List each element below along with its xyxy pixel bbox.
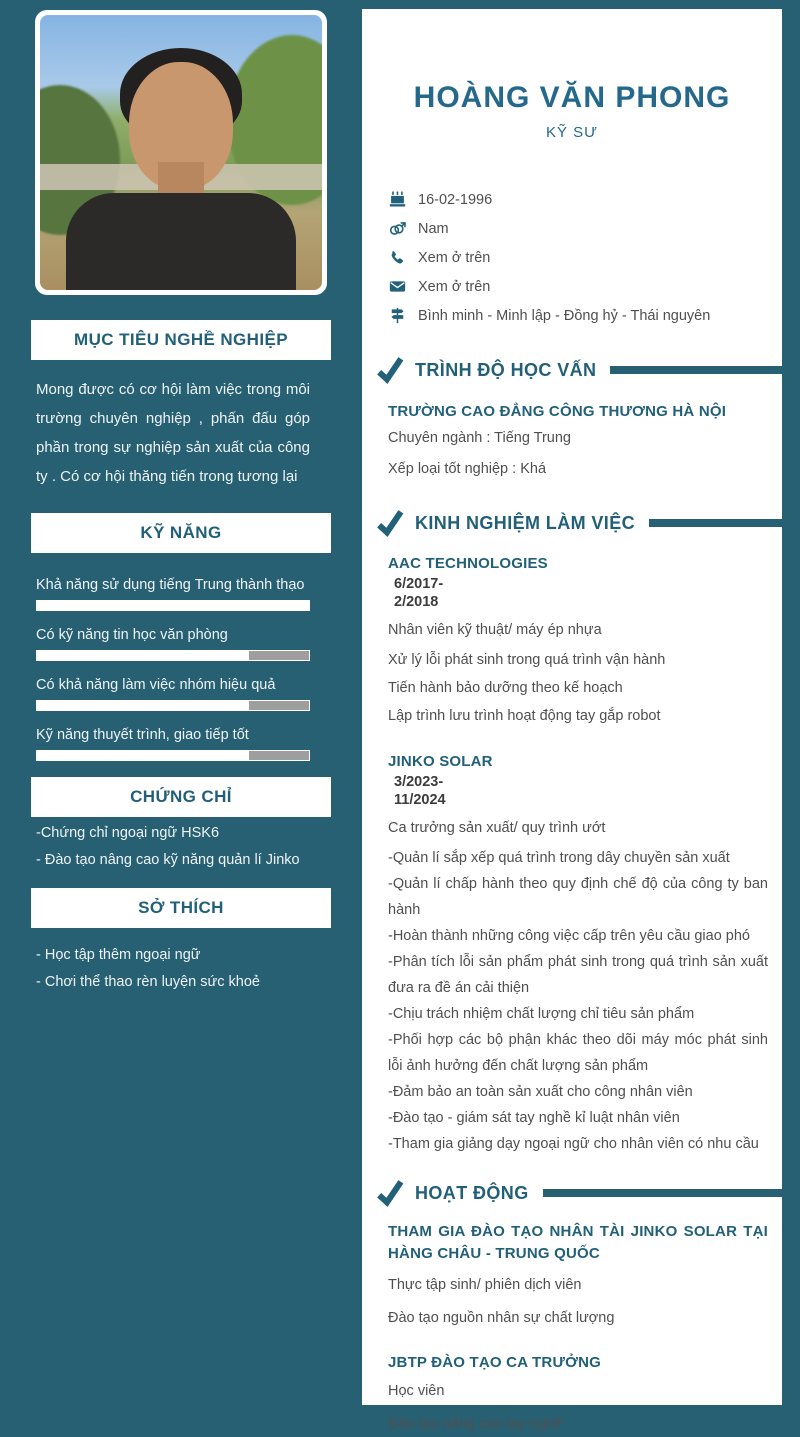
job-date-from: 3/2023- xyxy=(394,774,444,790)
activity-heading: THAM GIA ĐÀO TẠO NHÂN TÀI JINKO SOLAR TẠI HÀNG CHÂU - TRUNG QUỐC xyxy=(388,1223,768,1262)
main-content xyxy=(362,9,782,1432)
job-role: Ca trưởng sản xuất/ quy trình ướt xyxy=(388,820,606,836)
job-bullet: Tiến hành bảo dưỡng theo kế hoạch xyxy=(388,680,623,696)
person-job-title: KỸ SƯ xyxy=(546,124,598,141)
hobby-item: - Học tập thêm ngoại ngữ xyxy=(36,947,201,963)
skill-bar xyxy=(36,650,310,661)
certificate-item: -Chứng chỉ ngoại ngữ HSK6 xyxy=(36,825,220,841)
certificate-item: - Đào tạo nâng cao kỹ năng quản lí Jinko xyxy=(36,852,300,868)
skill-bar xyxy=(36,700,310,711)
activity-line: Học viên xyxy=(388,1383,445,1399)
objective-body: Mong được có cơ hội làm việc trong môi trường chuyên nghiệp , phấn đấu góp phần trong sự nghiệp sản xuất của công ty . Có cơ hội thăng tiến trong tương lại xyxy=(36,381,310,485)
job-date-to: 11/2024 xyxy=(394,792,446,808)
checkmark-icon xyxy=(375,509,405,537)
activity-line: Đào tạo nâng cao tay nghề xyxy=(388,1416,563,1432)
job-bullet: -Phối hợp các bộ phận khác theo dõi máy móc phát sinh lỗi ảnh hưởng đến chất lượng sản phẩm xyxy=(388,1032,768,1074)
job-bullet: -Đào tạo - giám sát tay nghề kỉ luật nhân viên xyxy=(388,1110,680,1126)
certificates-title: CHỨNG CHỈ xyxy=(130,787,232,806)
objective-section-header xyxy=(31,320,331,360)
job-aac xyxy=(388,555,768,729)
education-grade: Xếp loại tốt nghiệp : Khá xyxy=(388,461,547,477)
job-role: Nhân viên kỹ thuật/ máy ép nhựa xyxy=(388,622,602,638)
skill-bar xyxy=(36,750,310,761)
job-dates xyxy=(388,575,768,611)
activity-jinko-training xyxy=(388,1221,768,1331)
contact-gender: Nam xyxy=(418,220,449,237)
map-signs-icon xyxy=(388,307,406,325)
contact-row-birthday xyxy=(388,185,768,214)
contact-email: Xem ở trên xyxy=(418,278,491,295)
skill-label: Kỹ năng thuyết trình, giao tiếp tốt xyxy=(36,727,249,743)
contact-list xyxy=(388,185,768,330)
profile-photo-image xyxy=(40,15,322,290)
activities-title: HOẠT ĐỘNG xyxy=(415,1182,529,1203)
contact-birthday: 16-02-1996 xyxy=(418,191,493,208)
checkmark-icon xyxy=(375,356,405,384)
objective-title: MỤC TIÊU NGHỀ NGHIỆP xyxy=(74,330,288,349)
activity-line: Đào tạo nguồn nhân sự chất lượng xyxy=(388,1310,615,1326)
activity-jbtp xyxy=(388,1354,768,1437)
skill-bar-fill xyxy=(37,601,309,610)
hobby-item: - Chơi thể thao rèn luyện sức khoẻ xyxy=(36,974,260,990)
skill-item xyxy=(36,577,310,611)
job-bullet: -Quản lí chấp hành theo quy định chế độ của công ty ban hành xyxy=(388,876,768,918)
skill-bar-fill xyxy=(37,701,249,710)
activity-heading: JBTP ĐÀO TẠO CA TRƯỞNG xyxy=(388,1354,601,1371)
job-date-from: 6/2017- xyxy=(394,576,444,592)
education-section-header xyxy=(375,356,782,384)
contact-row-gender xyxy=(388,214,768,243)
job-bullet: -Tham gia giảng dạy ngoại ngữ cho nhân viên có nhu cầu xyxy=(388,1136,759,1152)
certificates-section-header xyxy=(31,777,331,817)
job-bullet: -Quản lí sắp xếp quá trình trong dây chuyền sản xuất xyxy=(388,850,730,866)
skill-label: Có khả năng làm việc nhóm hiệu quả xyxy=(36,677,276,693)
skills-section-header xyxy=(31,513,331,553)
job-bullet: -Đảm bảo an toàn sản xuất cho công nhân viên xyxy=(388,1084,693,1100)
skill-bar-fill xyxy=(37,651,249,660)
company-name: JINKO SOLAR xyxy=(388,753,493,770)
job-bullet: Xử lý lỗi phát sinh trong quá trình vận hành xyxy=(388,652,666,668)
skills-title: KỸ NĂNG xyxy=(140,523,222,542)
birthday-cake-icon xyxy=(388,191,406,209)
job-bullet: -Hoàn thành những công việc cấp trên yêu cầu giao phó xyxy=(388,928,750,944)
job-bullet: Lập trình lưu trình hoạt động tay gắp robot xyxy=(388,708,661,724)
skill-label: Có kỹ năng tin học văn phòng xyxy=(36,627,228,643)
contact-address: Bình minh - Minh lập - Đồng hỷ - Thái nguyên xyxy=(418,307,711,324)
skill-item xyxy=(36,727,310,761)
job-bullet: -Phân tích lỗi sản phẩm phát sinh trong quá trình sản xuất đưa ra đề án cải thiện xyxy=(388,954,768,996)
gender-icon xyxy=(388,220,406,238)
section-rule xyxy=(649,519,782,527)
checkmark-icon xyxy=(375,1179,405,1207)
job-dates xyxy=(388,773,768,809)
section-rule xyxy=(610,366,782,374)
skill-item xyxy=(36,677,310,711)
job-bullet: -Chịu trách nhiệm chất lượng chỉ tiêu sản phẩm xyxy=(388,1006,695,1022)
hobbies-title: SỞ THÍCH xyxy=(138,898,224,917)
person-name: HOÀNG VĂN PHONG xyxy=(413,81,731,114)
skill-bar-fill xyxy=(37,751,249,760)
skills-list xyxy=(36,577,310,761)
company-name: AAC TECHNOLOGIES xyxy=(388,555,548,572)
skill-item xyxy=(36,627,310,661)
sidebar xyxy=(0,0,362,1419)
job-date-to: 2/2018 xyxy=(394,594,439,610)
profile-photo xyxy=(35,10,327,295)
phone-icon xyxy=(388,249,406,267)
experience-section-header xyxy=(375,509,782,537)
activities-section-header xyxy=(375,1179,782,1207)
education-body xyxy=(388,403,768,482)
photo-shirt xyxy=(66,193,296,290)
education-title: TRÌNH ĐỘ HỌC VẤN xyxy=(415,359,597,380)
education-major: Chuyên ngành : Tiếng Trung xyxy=(388,430,571,446)
activity-line: Thực tập sinh/ phiên dịch viên xyxy=(388,1277,582,1293)
skill-bar xyxy=(36,600,310,611)
experience-title: KINH NGHIỆM LÀM VIỆC xyxy=(415,512,636,533)
skill-label: Khả năng sử dụng tiếng Trung thành thạo xyxy=(36,577,305,593)
contact-phone: Xem ở trên xyxy=(418,249,491,266)
job-bullets xyxy=(388,845,768,1157)
contact-row-phone xyxy=(388,243,768,272)
certificates-list xyxy=(36,820,310,874)
hobbies-section-header xyxy=(31,888,331,928)
contact-row-email xyxy=(388,272,768,301)
contact-row-address xyxy=(388,301,768,330)
job-bullets xyxy=(388,647,768,729)
section-rule xyxy=(543,1189,782,1197)
email-icon xyxy=(388,278,406,296)
job-jinko xyxy=(388,753,768,1157)
hobbies-list xyxy=(36,942,310,996)
school-name: TRƯỜNG CAO ĐẲNG CÔNG THƯƠNG HÀ NỘI xyxy=(388,403,727,420)
